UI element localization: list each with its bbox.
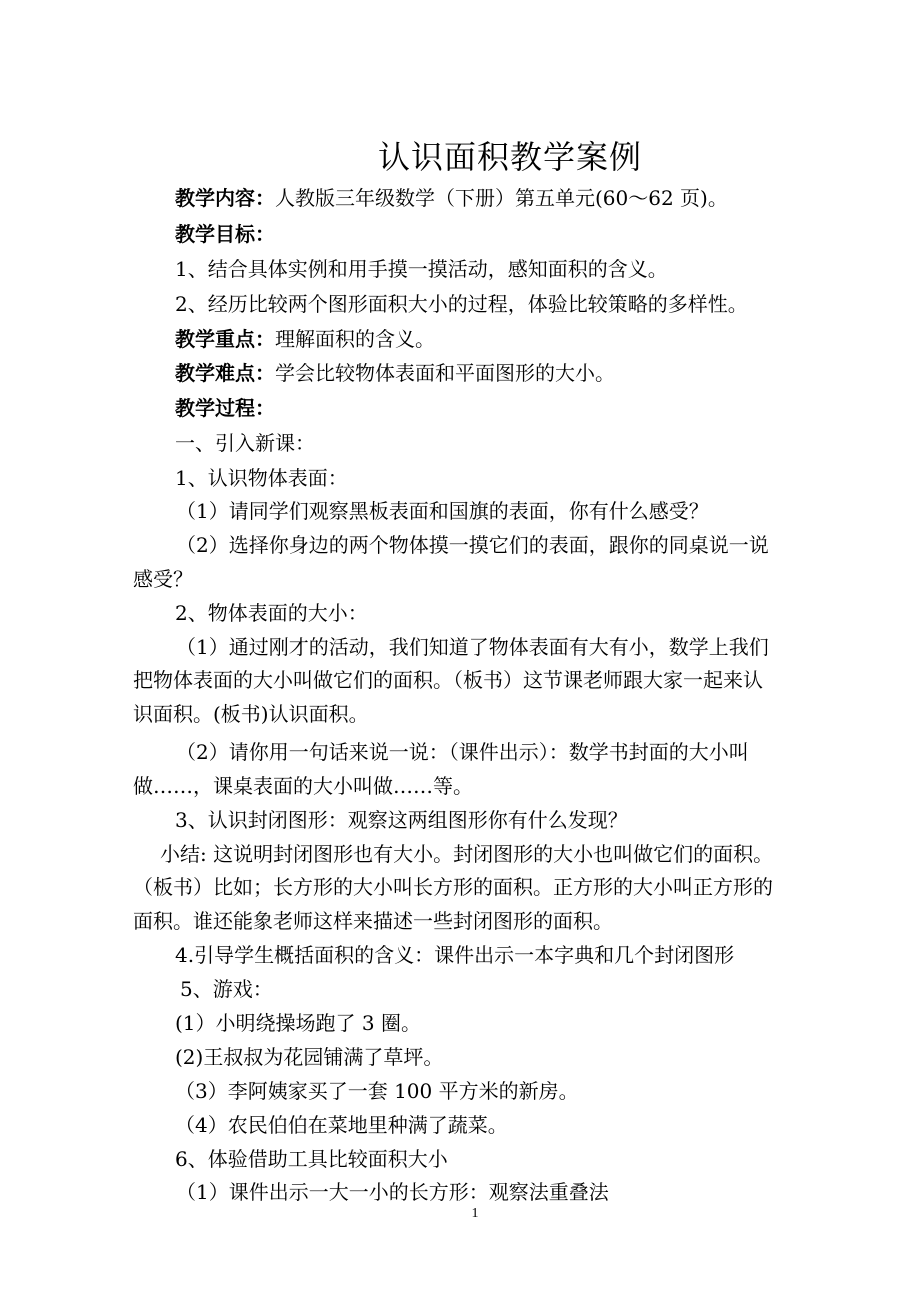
process-line: 1、认识物体表面： xyxy=(175,466,348,490)
key-point-text: 理解面积的含义。 xyxy=(275,327,435,351)
process-line: 识面积。(板书)认识面积。 xyxy=(133,702,369,726)
process-line: （1）课件出示一大一小的长方形：观察法重叠法 xyxy=(176,1180,609,1204)
teaching-goals-heading: 教学目标： xyxy=(175,222,275,246)
difficulty xyxy=(175,359,615,387)
process-line: 3、认识封闭图形：观察这两组图形你有什么发现？ xyxy=(175,808,628,832)
process-line: 面积。谁还能象老师这样来描述一些封闭图形的面积。 xyxy=(133,909,613,933)
process-label xyxy=(175,394,275,422)
process-line: 一、引入新课： xyxy=(175,431,315,455)
process-line: 4.引导学生概括面积的含义：课件出示一本字典和几个封闭图形 xyxy=(175,943,735,967)
goal-item: 1、结合具体实例和用手摸一摸活动，感知面积的含义。 xyxy=(175,257,668,281)
process-line: (2)王叔叔为花园铺满了草坪。 xyxy=(175,1045,444,1069)
process-line: （1）请同学们观察黑板表面和国旗的表面，你有什么感受？ xyxy=(176,499,709,523)
process-line: 感受？ xyxy=(133,567,193,591)
difficulty-text: 学会比较物体表面和平面图形的大小。 xyxy=(275,361,615,385)
process-line: 小结: 这说明封闭图形也有大小。封闭图形的大小也叫做它们的面积。 xyxy=(160,842,774,866)
process-line: （板书）比如；长方形的大小叫长方形的面积。正方形的大小叫正方形的 xyxy=(133,875,773,899)
key-point xyxy=(175,325,435,353)
process-line: 6、体验借助工具比较面积大小 xyxy=(175,1147,448,1171)
process-line: （2）选择你身边的两个物体摸一摸它们的表面，跟你的同桌说一说 xyxy=(176,533,769,557)
teaching-content xyxy=(175,184,728,212)
process-line: 2、物体表面的大小： xyxy=(175,601,368,625)
process-line: 5、游戏： xyxy=(180,977,273,1001)
process-line: （1）通过刚才的活动，我们知道了物体表面有大有小，数学上我们 xyxy=(176,635,769,659)
key-point-label: 教学重点： xyxy=(175,327,275,351)
teaching-content-label: 教学内容： xyxy=(175,186,275,210)
process-line: 做……，课桌表面的大小叫做……等。 xyxy=(133,774,473,798)
process-line: 把物体表面的大小叫做它们的面积。（板书）这节课老师跟大家一起来认 xyxy=(133,668,763,692)
page-number: 1 xyxy=(471,1206,479,1221)
process-heading: 教学过程： xyxy=(175,396,275,420)
teaching-content-text: 人教版三年级数学（下册）第五单元(60～62 页)。 xyxy=(275,186,728,210)
document-title: 认识面积教学案例 xyxy=(377,138,642,176)
process-line: （4）农民伯伯在菜地里种满了蔬菜。 xyxy=(175,1113,508,1137)
difficulty-label: 教学难点： xyxy=(175,361,275,385)
process-line: (1）小明绕操场跑了 3 圈。 xyxy=(175,1011,421,1035)
process-line: （3）李阿姨家买了一套 100 平方米的新房。 xyxy=(175,1079,579,1103)
process-line: （2）请你用一句话来说一说：（课件出示）：数学书封面的大小叫 xyxy=(176,740,749,764)
teaching-goals-label xyxy=(175,220,275,248)
goal-item: 2、经历比较两个图形面积大小的过程，体验比较策略的多样性。 xyxy=(175,292,748,316)
